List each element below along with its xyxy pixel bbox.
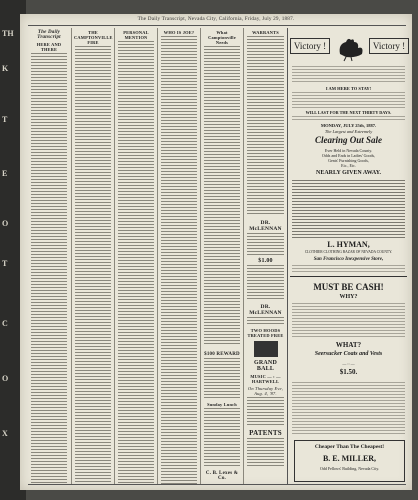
masthead-rule [28,25,406,26]
reward-text [204,358,240,398]
cash-offer: WILL LAST FOR THE NEXT THIRTY DAYS. [305,110,392,115]
column-text [161,36,197,484]
patents-ad: PATENTS [249,429,282,437]
sunday-ad: Sunday Lunch [207,402,237,407]
largest: The Largest and Extremely [324,129,373,134]
column-text [118,41,154,484]
ad-text [247,397,284,427]
column-3 [114,28,157,484]
nearly-given-away: NEARLY GIVEN AWAY. [316,170,381,176]
column-text [75,46,111,484]
victory-right: Victory ! [369,38,409,54]
gutter-letter: TH [2,29,14,38]
lyman-sub: CLOTHIER CLOTHING BAZAR OF NEVADA COUNTY. [304,250,393,254]
ball-date: On Thursday Eve, Aug. 4, '87. [247,386,284,396]
column-1 [28,28,70,484]
miller-address: Odd Fellows' Building, Nevada City. [319,466,380,471]
column-2 [71,28,114,484]
san-francisco-store: San Francisco Inexpensive Store, [313,257,384,262]
price-ad: $1.00 [258,258,273,264]
sunday-text [204,408,240,468]
ad-body [292,116,405,122]
ad-body [292,265,405,273]
column-head: PERSONAL MENTION [123,30,149,40]
column-5 [200,28,243,484]
ad-body [292,180,405,238]
ad-text [247,317,284,325]
seersucker: Seersucker Coats and Vests [314,351,383,357]
bottom-ad: C. B. Lexes & Co. [205,471,239,481]
section-rule [290,276,407,277]
why: WHY? [339,294,358,300]
ad-text [247,265,284,301]
ball-cut-image [254,341,278,357]
grand-ball: GRAND BALL [254,360,277,372]
lyman-name: L. HYMAN, [327,240,370,249]
newspaper-page [20,14,412,490]
clearing-out-sale: Clearing Out Sale [314,135,382,145]
ad-text [247,438,284,468]
clearing-line: Odds and Ends in Ladies' Goods, [321,153,376,158]
rooster-icon [332,36,366,62]
victory-header [290,36,407,62]
dr-mclennan-ad: DR. McLENNAN [249,220,282,232]
column-head: What Camptonville Needs [208,30,236,45]
column-text [31,53,67,484]
victory-left: Victory ! [290,38,330,54]
ad-body [292,303,405,337]
clearing-line: Ever Held in Nevada County. [324,148,373,153]
column-6-ads [243,28,287,484]
price: $1.50. [339,368,358,376]
ad-body [292,92,405,108]
column-text [204,46,240,346]
reward-ad: $100 REWARD [204,352,240,357]
gutter-letter: O [2,219,9,228]
hoods-ad: TWO HOODS TREATED FREE [247,328,284,338]
ad-body [292,382,405,434]
here-to-stay: I AM HERE TO STAY! [325,86,372,91]
gutter-letter: K [2,64,9,73]
ball-music: MUSIC — : — HARTWELL [250,374,281,384]
gutter-letter: T [2,259,8,268]
sale-date: MONDAY, JULY 25th, 1887. [320,123,377,128]
must-be-cash: MUST BE CASH! [313,282,384,292]
column-head: THE CAMPTONVILLE FIRE [74,30,113,45]
miller-ad-box [294,440,405,482]
column-4 [157,28,200,484]
column-head: The Daily Transcript [37,30,61,40]
bottom-rule [28,484,406,485]
cheaper: Cheaper Than The Cheapest! [314,444,385,450]
clearing-line: Gents' Furnishing Goods, [328,158,369,163]
gutter-letter: E [2,169,8,178]
ad-note: — :: — [342,361,355,366]
column-text [247,36,284,216]
masthead: The Daily Transcript, Nevada City, California, Friday, July 29, 1887. [137,16,295,22]
advertising-block [287,28,409,484]
ad-text [247,233,284,255]
gutter-letter: X [2,429,8,438]
clearing-line: Etc., Etc. [341,163,356,168]
dr-mclennan-ad-2: DR. McLENNAN [249,304,282,316]
gutter-letter: C [2,319,8,328]
what: WHAT? [335,341,362,349]
gutter-letter: O [2,374,9,383]
gutter-letter: T [2,115,8,124]
miller-name: B. E. MILLER, [322,454,377,463]
clearing-details [292,148,405,168]
sermon-text [292,66,405,84]
column-subhead: HERE AND THERE [36,42,62,52]
column-head: WHO IS JOE? [163,30,195,35]
column-head: WARRANTS [252,30,279,35]
